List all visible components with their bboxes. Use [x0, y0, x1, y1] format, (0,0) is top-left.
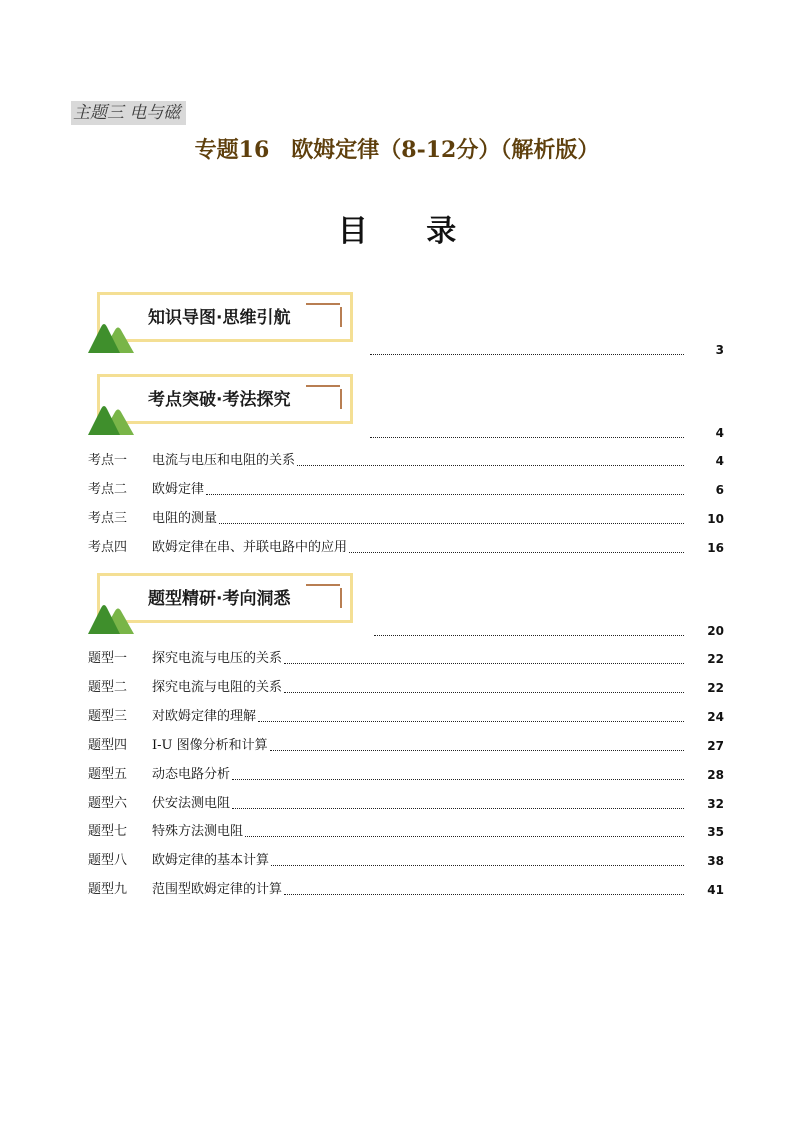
toc-entry[interactable] [88, 763, 724, 785]
toc-entry[interactable] [88, 536, 724, 558]
toc-entry-label: 题型六 [88, 796, 128, 811]
toc-entry-label: 题型二 [88, 680, 128, 695]
toc-page-number: 38 [707, 854, 724, 868]
toc-entry[interactable] [88, 478, 724, 500]
toc-page-number: 27 [707, 739, 724, 753]
toc-entry[interactable] [88, 676, 724, 698]
toc-entry-label: 题型九 [88, 882, 128, 897]
toc-page-number: 35 [707, 825, 724, 839]
document-title: 专题16 欧姆定律（8-12分）（解析版） [194, 137, 600, 163]
section-banner-mind-map [88, 292, 368, 356]
banner-accent [306, 584, 340, 586]
theme-tag: 主题三 电与磁 [71, 101, 186, 125]
section-banner-exam-points [88, 374, 368, 438]
dot-leader [374, 634, 684, 636]
banner-label: 考点突破·考法探究 [148, 390, 291, 410]
toc-entry-title: 特殊方法测电阻 [152, 824, 244, 839]
dot-leader [245, 835, 684, 837]
toc-entry-title: 探究电流与电压的关系 [152, 651, 283, 666]
dot-leader [370, 353, 684, 355]
banner-accent [306, 303, 340, 305]
banner-accent [340, 588, 342, 608]
dot-leader [284, 893, 684, 895]
toc-entry-title: 伏安法测电阻 [152, 796, 231, 811]
toc-entry-title: 电阻的测量 [152, 511, 218, 526]
banner-label: 题型精研·考向洞悉 [148, 589, 291, 609]
toc-entry-label: 考点四 [88, 540, 128, 555]
dot-leader [219, 522, 684, 524]
toc-entry-title: 欧姆定律的基本计算 [152, 853, 270, 868]
toc-entry-title: 欧姆定律 [152, 482, 205, 497]
toc-entry[interactable] [88, 792, 724, 814]
toc-page-number: 20 [707, 624, 724, 638]
toc-entry-label: 题型七 [88, 824, 128, 839]
banner-accent [340, 389, 342, 409]
dot-leader [370, 436, 684, 438]
toc-entry[interactable] [88, 647, 724, 669]
toc-entry[interactable] [88, 507, 724, 529]
toc-entry-title: 探究电流与电阻的关系 [152, 680, 283, 695]
toc-entry-title: 欧姆定律在串、并联电路中的应用 [152, 540, 348, 555]
green-hills-icon [88, 399, 138, 435]
toc-entry-label: 题型八 [88, 853, 128, 868]
dot-leader [349, 551, 684, 553]
toc-heading: 目 录 [337, 214, 481, 249]
toc-entry-title: 对欧姆定律的理解 [152, 709, 257, 724]
dot-leader [232, 807, 684, 809]
toc-entry-label: 题型一 [88, 651, 128, 666]
dot-leader [284, 691, 684, 693]
green-hills-icon [88, 317, 138, 353]
toc-entry-label: 考点二 [88, 482, 128, 497]
toc-page-number: 16 [707, 541, 724, 555]
dot-leader [232, 778, 684, 780]
toc-entry-label: 考点一 [88, 453, 128, 468]
dot-leader [271, 864, 684, 866]
toc-page-number: 3 [715, 343, 724, 357]
toc-entry-title: 动态电路分析 [152, 767, 231, 782]
toc-page-number: 28 [707, 768, 724, 782]
toc-page-number: 41 [707, 883, 724, 897]
toc-entry[interactable] [88, 849, 724, 871]
toc-section-row[interactable] [368, 338, 724, 360]
toc-entry-label: 考点三 [88, 511, 128, 526]
toc-page-number: 22 [707, 681, 724, 695]
toc-page-number: 22 [707, 652, 724, 666]
toc-section-row[interactable] [372, 619, 724, 641]
dot-leader [258, 720, 684, 722]
toc-page-number: 4 [715, 454, 724, 468]
banner-accent [306, 385, 340, 387]
toc-page-number: 10 [707, 512, 724, 526]
toc-entry[interactable] [88, 820, 724, 842]
dot-leader [297, 464, 684, 466]
banner-label: 知识导图·思维引航 [148, 308, 291, 328]
toc-page-number: 32 [707, 797, 724, 811]
green-hills-icon [88, 598, 138, 634]
toc-entry[interactable] [88, 878, 724, 900]
toc-entry[interactable] [88, 734, 724, 756]
toc-entry-label: 题型五 [88, 767, 128, 782]
toc-entry-label: 题型三 [88, 709, 128, 724]
toc-entry-title: 范围型欧姆定律的计算 [152, 882, 283, 897]
toc-entry-title: I-U 图像分析和计算 [152, 738, 268, 753]
toc-page-number: 24 [707, 710, 724, 724]
toc-entry[interactable] [88, 449, 724, 471]
toc-page-number: 6 [715, 483, 724, 497]
section-banner-question-types [88, 573, 368, 637]
dot-leader [284, 662, 684, 664]
toc-page-number: 4 [715, 426, 724, 440]
toc-entry[interactable] [88, 705, 724, 727]
dot-leader [206, 493, 684, 495]
toc-entry-label: 题型四 [88, 738, 128, 753]
toc-section-row[interactable] [368, 421, 724, 443]
toc-entry-title: 电流与电压和电阻的关系 [152, 453, 296, 468]
banner-accent [340, 307, 342, 327]
dot-leader [270, 749, 684, 751]
